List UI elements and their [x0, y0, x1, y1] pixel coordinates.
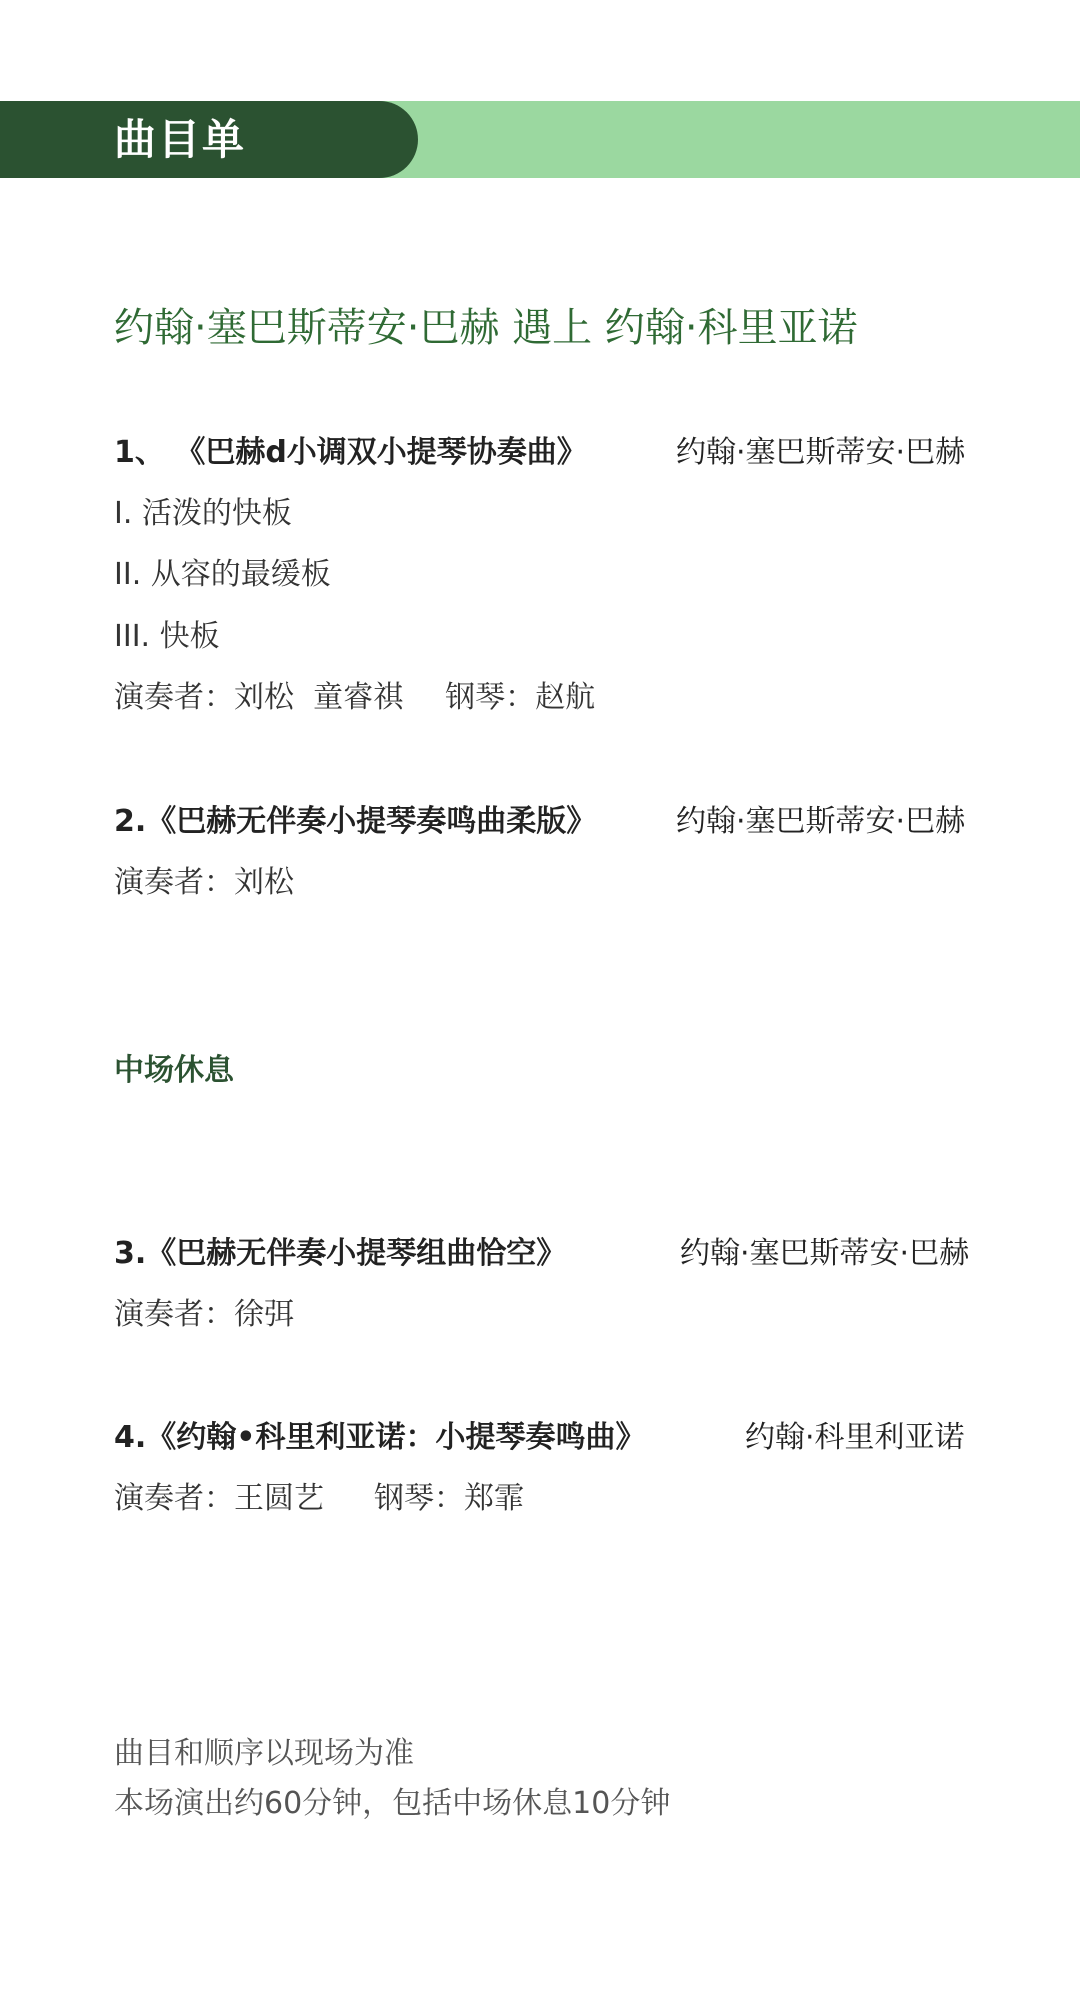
header-tab: [0, 101, 418, 178]
performers-names: 王圆艺: [234, 1481, 324, 1516]
piece-3-composer: 约翰·塞巴斯蒂安·巴赫: [680, 1236, 970, 1271]
piano-label: 钢琴：: [445, 680, 536, 715]
piece-1-movement-1: I. 活泼的快板: [114, 496, 292, 531]
note-order: 曲目和顺序以现场为准: [114, 1736, 414, 1771]
piano-label: 钢琴：: [374, 1481, 464, 1516]
piece-1-performers-line: [114, 672, 595, 716]
pianist-name: 赵航: [535, 680, 596, 715]
piece-1-movement-3: III. 快板: [114, 619, 220, 654]
piece-4-title: 4.《约翰•科里利亚诺：小提琴奏鸣曲》: [114, 1420, 646, 1455]
piece-1-composer: 约翰·塞巴斯蒂安·巴赫: [676, 435, 966, 470]
piece-4-performers-line: [114, 1473, 524, 1517]
piece-1-movement-2: II. 从容的最缓板: [114, 557, 331, 592]
header-band: [0, 101, 1080, 178]
concert-title: 约翰·塞巴斯蒂安·巴赫 遇上 约翰·科里亚诺: [114, 305, 858, 351]
pianist-name: 郑霏: [464, 1481, 524, 1516]
performers-label: 演奏者：: [114, 1297, 234, 1332]
performers-names: 刘松: [234, 865, 294, 900]
piece-2-performers-line: [114, 857, 294, 901]
performers-names: 刘松 童睿祺: [234, 680, 404, 715]
note-duration: 本场演出约60分钟，包括中场休息10分钟: [114, 1786, 671, 1821]
performers-label: 演奏者：: [114, 680, 234, 715]
piece-3-title: 3.《巴赫无伴奏小提琴组曲恰空》: [114, 1236, 567, 1271]
piece-2-title: 2.《巴赫无伴奏小提琴奏鸣曲柔版》: [114, 804, 597, 839]
page-title: 曲目单: [114, 115, 247, 164]
piece-3-performers-line: [114, 1289, 294, 1333]
intermission-label: 中场休息: [114, 1053, 234, 1088]
piece-2-composer: 约翰·塞巴斯蒂安·巴赫: [676, 804, 966, 839]
performers-names: 徐弭: [234, 1297, 294, 1332]
performers-label: 演奏者：: [114, 1481, 234, 1516]
piece-1-title: 1、 《巴赫d小调双小提琴协奏曲》: [114, 435, 587, 470]
performers-label: 演奏者：: [114, 865, 234, 900]
piece-4-composer: 约翰·科里利亚诺: [745, 1420, 965, 1455]
